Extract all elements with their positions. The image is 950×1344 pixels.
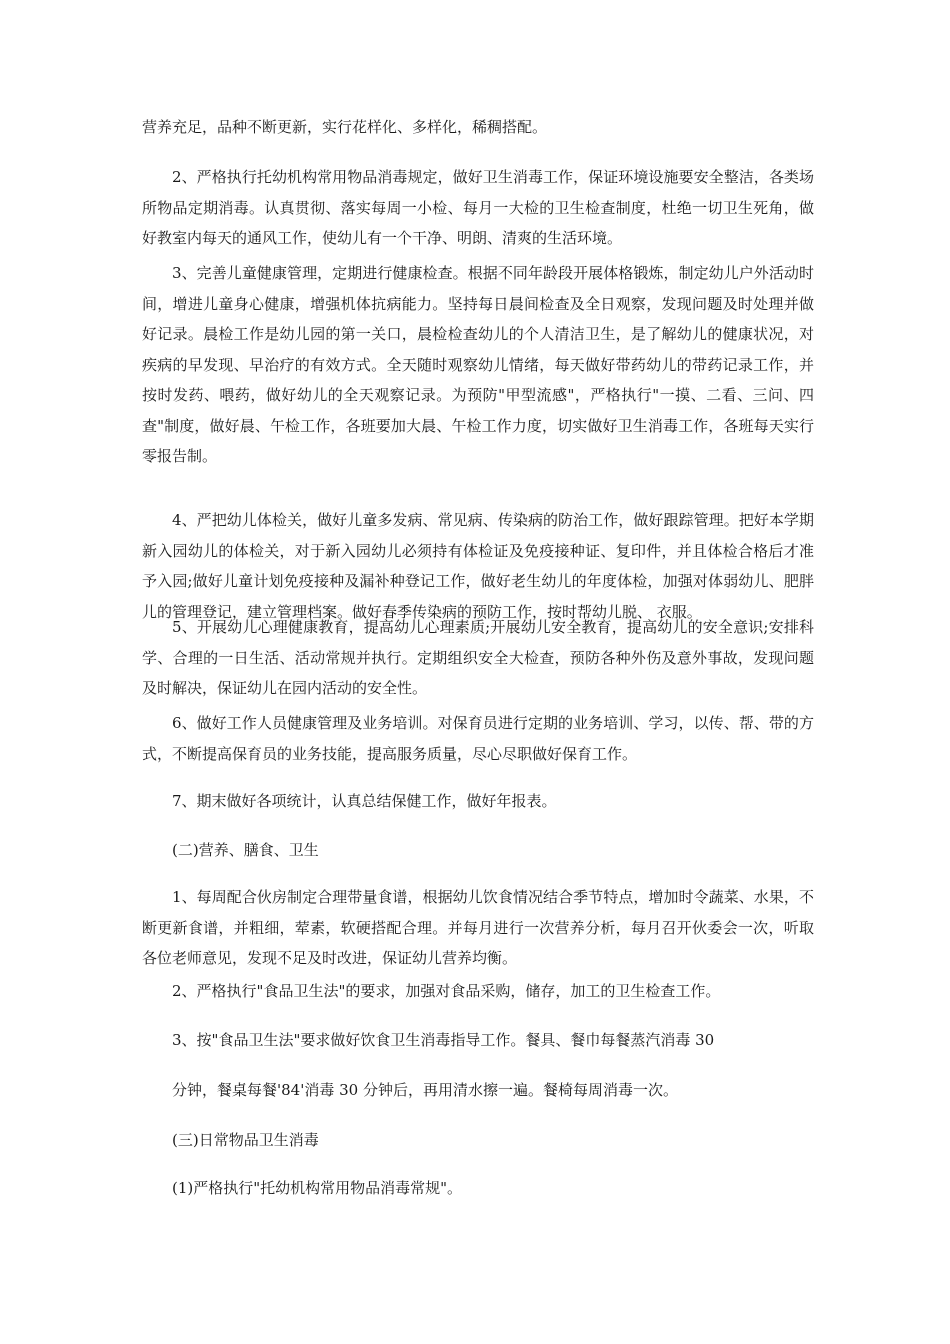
paragraph-disinfection-rules: 2、严格执行托幼机构常用物品消毒规定，做好卫生消毒工作，保证环境设施要安全整洁，各类场所物品定期消毒。认真贯彻、落实每周一小检、每月一大检的卫生检查制度，杜绝一切卫生死角，做好教室内每天的通风工作，使幼儿有一个干净、明朗、清爽的生活环境。	[142, 168, 814, 247]
paragraph-mental-health: 5、开展幼儿心理健康教育，提高幼儿心理素质;开展幼儿安全教育，提高幼儿的安全意识;安排科学、合理的一日生活、活动常规并执行。定期组织安全大检查，预防各种外伤及意外事故，发现问题及时解决，保证幼儿在园内活动的安全性。	[142, 618, 814, 697]
paragraph-food-hygiene-law: 2、严格执行"食品卫生法"的要求，加强对食品采购，储存，加工的卫生检查工作。	[172, 982, 721, 1000]
section-heading-nutrition: (二)营养、膳食、卫生	[172, 841, 319, 859]
paragraph-tableware-disinfection: 3、按"食品卫生法"要求做好饮食卫生消毒指导工作。餐具、餐巾每餐蒸汽消毒 30	[172, 1031, 715, 1049]
paragraph-weekly-menu: 1、每周配合伙房制定合理带量食谱，根据幼儿饮食情况结合季节特点，增加时令蔬菜、水果，不断更新食谱，并粗细，荤素，软硬搭配合理。并每月进行一次营养分析，每月召开伙委会一次，听取各位老师意见，发现不足及时改进，保证幼儿营养均衡。	[142, 888, 814, 967]
paragraph-year-end-statistics: 7、期末做好各项统计，认真总结保健工作，做好年报表。	[172, 792, 557, 810]
paragraph-health-management: 3、完善儿童健康管理，定期进行健康检查。根据不同年龄段开展体格锻炼，制定幼儿户外活动时间，增进儿童身心健康，增强机体抗病能力。坚持每日晨间检查及全日观察，发现问题及时处理并做好记录。晨检工作是幼儿园的第一关口，晨检检查幼儿的个人清洁卫生，是了解幼儿的健康状况，对疾病的早发现、早治疗的有效方式。全天随时观察幼儿情绪，每天做好带药幼儿的带药记录工作，并按时发药、喂药，做好幼儿的全天观察记录。为预防"甲型流感"，严格执行"一摸、二看、三问、四查"制度，做好晨、午检工作，各班要加大晨、午检工作力度，切实做好卫生消毒工作，各班每天实行零报告制。	[142, 264, 814, 465]
paragraph-staff-training: 6、做好工作人员健康管理及业务培训。对保育员进行定期的业务培训、学习，以传、帮、带的方式，不断提高保育员的业务技能，提高服务质量，尽心尽职做好保育工作。	[142, 714, 814, 763]
paragraph-disinfection-routine: (1)严格执行"托幼机构常用物品消毒常规"。	[172, 1179, 463, 1197]
paragraph-nutrition-continued: 营养充足，品种不断更新，实行花样化、多样化，稀稠搭配。	[142, 118, 548, 136]
paragraph-tableware-disinfection-continued: 分钟，餐桌每餐'84'消毒 30 分钟后，再用清水擦一遍。餐椅每周消毒一次。	[172, 1081, 678, 1099]
paragraph-physical-exam: 4、严把幼儿体检关，做好儿童多发病、常见病、传染病的防治工作，做好跟踪管理。把好本学期新入园幼儿的体检关，对于新入园幼儿必须持有体检证及免疫接种证、复印件，并且体检合格后才准予入园;做好儿童计划免疫接种及漏补种登记工作，做好老生幼儿的年度体检，加强对体弱幼儿、肥胖儿的管理登记，建立管理档案。做好春季传染病的预防工作，按时帮幼儿脱、 衣服。	[142, 511, 814, 621]
section-heading-daily-disinfection: (三)日常物品卫生消毒	[172, 1131, 319, 1149]
